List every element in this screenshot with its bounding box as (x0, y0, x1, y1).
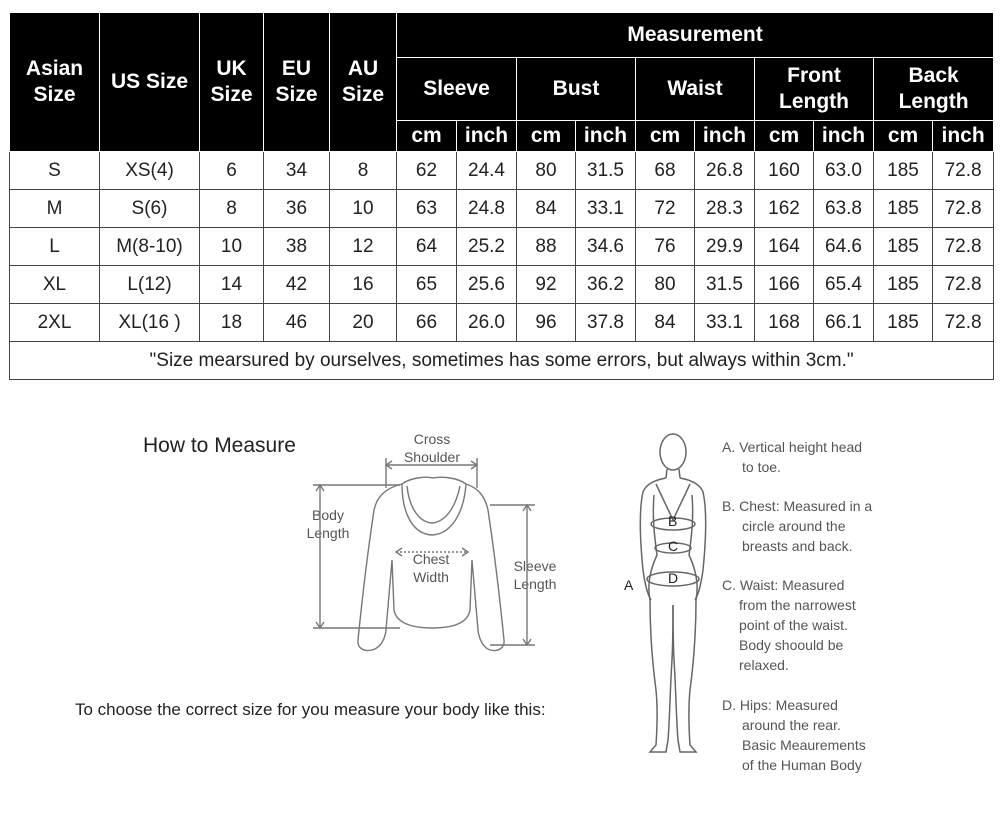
table-cell: 16 (330, 266, 397, 304)
table-cell: 24.4 (457, 152, 517, 190)
table-cell: 84 (636, 304, 695, 342)
table-cell: XL (10, 266, 100, 304)
unit-header: cm (636, 121, 695, 152)
table-cell: 8 (200, 190, 264, 228)
legend-d (722, 695, 866, 775)
table-cell: 37.8 (576, 304, 636, 342)
legend-b (722, 496, 872, 556)
table-cell: 24.8 (457, 190, 517, 228)
unit-header: cm (397, 121, 457, 152)
table-cell: 80 (517, 152, 576, 190)
table-cell: 14 (200, 266, 264, 304)
table-cell: 38 (264, 228, 330, 266)
body-length-line-1: Body (312, 507, 344, 523)
chest-width-line-2: Width (413, 569, 449, 585)
legend-c-line-2: from the narrowest (739, 597, 856, 613)
table-cell: 36 (264, 190, 330, 228)
chest-width-line-1: Chest (412, 551, 450, 567)
table-cell: 12 (330, 228, 397, 266)
measurement-note: "Size mearsured by ourselves, sometimes has some errors, but always within 3cm." (10, 342, 994, 380)
table-cell: 63 (397, 190, 457, 228)
unit-header: inch (576, 121, 636, 152)
unit-header: cm (517, 121, 576, 152)
table-cell: L(12) (100, 266, 200, 304)
table-cell: 63.0 (814, 152, 874, 190)
table-cell: 31.5 (695, 266, 755, 304)
table-cell: 2XL (10, 304, 100, 342)
legend-c (722, 575, 856, 675)
instruction-text: To choose the correct size for you measure your body like this: (75, 700, 546, 719)
table-cell: 28.3 (695, 190, 755, 228)
table-cell: 64 (397, 228, 457, 266)
table-cell: 20 (330, 304, 397, 342)
cross-shoulder-line-2: Shoulder (403, 449, 461, 465)
table-cell: 72.8 (933, 304, 994, 342)
table-cell: 80 (636, 266, 695, 304)
table-cell: 62 (397, 152, 457, 190)
table-cell: 26.0 (457, 304, 517, 342)
legend-a-line-2: to toe. (742, 459, 781, 475)
table-cell: 34 (264, 152, 330, 190)
how-to-measure-heading: How to Measure (143, 434, 296, 457)
table-cell: 96 (517, 304, 576, 342)
table-cell: 185 (874, 190, 933, 228)
unit-header: cm (874, 121, 933, 152)
table-cell: 185 (874, 228, 933, 266)
table-cell: 76 (636, 228, 695, 266)
table-cell: L (10, 228, 100, 266)
header-us-size: US Size (100, 13, 200, 152)
marker-d: D (668, 570, 679, 586)
legend-d-line-1: D. Hips: Measured (722, 697, 838, 713)
header-bust: Bust (517, 58, 636, 121)
legend-a (722, 437, 862, 477)
legend-b-line-1: B. Chest: Measured in a (722, 498, 873, 514)
table-cell: 46 (264, 304, 330, 342)
table-cell: M(8-10) (100, 228, 200, 266)
table-cell: 25.2 (457, 228, 517, 266)
table-cell: 26.8 (695, 152, 755, 190)
table-cell: 168 (755, 304, 814, 342)
table-cell: 72.8 (933, 228, 994, 266)
table-cell: M (10, 190, 100, 228)
table-cell: 42 (264, 266, 330, 304)
table-cell: 29.9 (695, 228, 755, 266)
unit-header: inch (814, 121, 874, 152)
table-cell: 185 (874, 152, 933, 190)
legend-c-line-3: point of the waist. (739, 617, 848, 633)
human-body-outline (640, 434, 705, 752)
unit-header: inch (457, 121, 517, 152)
unit-header: cm (755, 121, 814, 152)
table-cell: XL(16 ) (100, 304, 200, 342)
cross-shoulder-line-1: Cross (413, 431, 451, 447)
legend-a-line-1: A. Vertical height head (722, 439, 863, 455)
table-cell: 65.4 (814, 266, 874, 304)
sleeve-length-line-2: Length (513, 576, 557, 592)
header-sleeve: Sleeve (397, 58, 517, 121)
legend-c-line-5: relaxed. (739, 657, 789, 673)
garment-sketch (313, 458, 535, 651)
table-cell: 166 (755, 266, 814, 304)
table-cell: 25.6 (457, 266, 517, 304)
marker-b: B (668, 513, 678, 529)
header-uk-size: UK Size (200, 13, 264, 152)
table-cell: XS(4) (100, 152, 200, 190)
table-cell: 164 (755, 228, 814, 266)
header-front-length: Front Length (755, 58, 874, 121)
header-au-size: AU Size (330, 13, 397, 152)
legend-d-line-2: around the rear. (742, 717, 841, 733)
sleeve-length-line-1: Sleeve (513, 558, 557, 574)
table-cell: 6 (200, 152, 264, 190)
table-cell: 64.6 (814, 228, 874, 266)
table-cell: S (10, 152, 100, 190)
body-length-line-2: Length (306, 525, 350, 541)
legend-c-line-4: Body shoould be (739, 637, 844, 653)
header-eu-size: EU Size (264, 13, 330, 152)
table-cell: 72.8 (933, 190, 994, 228)
table-cell: 33.1 (695, 304, 755, 342)
legend-b-line-3: breasts and back. (742, 538, 853, 554)
table-cell: 160 (755, 152, 814, 190)
header-waist: Waist (636, 58, 755, 121)
marker-c: C (668, 538, 679, 554)
legend-b-line-2: circle around the (742, 518, 846, 534)
table-cell: 72.8 (933, 152, 994, 190)
legend-d-line-4: of the Human Body (742, 757, 862, 773)
table-cell: 33.1 (576, 190, 636, 228)
table-cell: 36.2 (576, 266, 636, 304)
table-cell: 63.8 (814, 190, 874, 228)
table-cell: 84 (517, 190, 576, 228)
table-cell: 34.6 (576, 228, 636, 266)
table-cell: 31.5 (576, 152, 636, 190)
table-cell: 185 (874, 304, 933, 342)
table-cell: 72 (636, 190, 695, 228)
legend-c-line-1: C. Waist: Measured (722, 577, 845, 593)
header-asian-size: Asian Size (10, 13, 100, 152)
table-cell: 88 (517, 228, 576, 266)
table-cell: 10 (200, 228, 264, 266)
table-cell: 10 (330, 190, 397, 228)
table-cell: 66.1 (814, 304, 874, 342)
table-cell: 18 (200, 304, 264, 342)
table-cell: 66 (397, 304, 457, 342)
table-cell: 72.8 (933, 266, 994, 304)
table-cell: 68 (636, 152, 695, 190)
table-cell: 92 (517, 266, 576, 304)
marker-a: A (624, 577, 634, 593)
unit-header: inch (933, 121, 994, 152)
table-cell: 185 (874, 266, 933, 304)
unit-header: inch (695, 121, 755, 152)
table-cell: 8 (330, 152, 397, 190)
header-back-length: Back Length (874, 58, 994, 121)
header-measurement: Measurement (397, 13, 994, 58)
table-cell: 65 (397, 266, 457, 304)
legend-d-line-3: Basic Meaurements (742, 737, 866, 753)
table-cell: 162 (755, 190, 814, 228)
table-cell: S(6) (100, 190, 200, 228)
